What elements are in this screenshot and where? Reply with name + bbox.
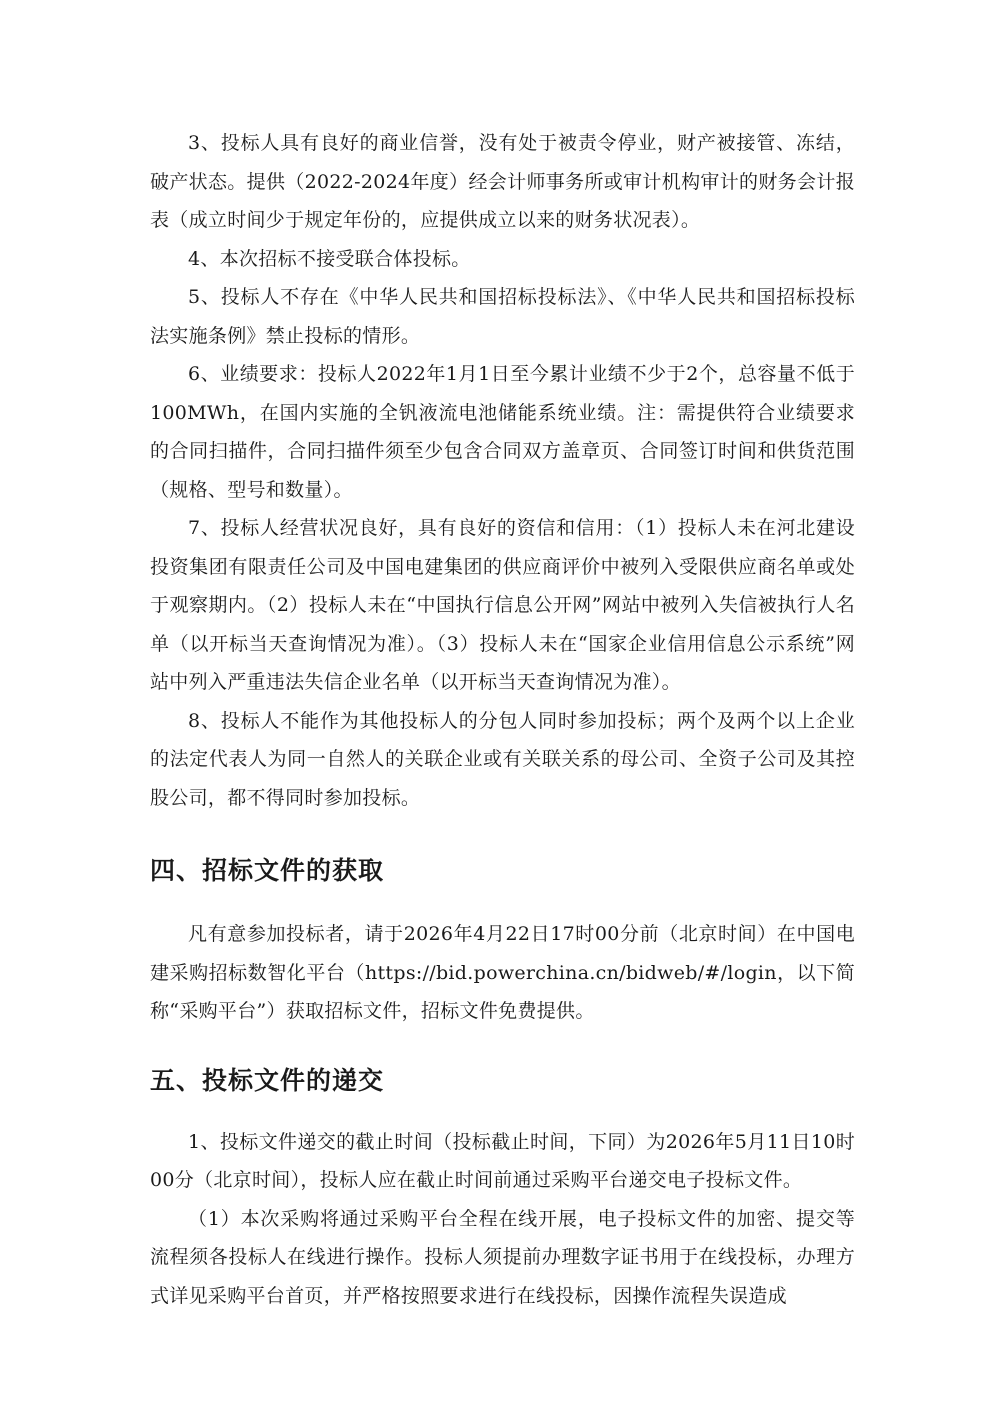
paragraph-item-7: 7、投标人经营状况良好，具有良好的资信和信用：（1）投标人未在河北建设投资集团有限责任公司及中国电建集团的供应商评价中被列入受限供应商名单或处于观察期内。（2）投标人未在“中国执行信息公开网”网站中被列入失信被执行人名单（以开标当天查询情况为准）。（3）投标人未在“国家企业信用信息公示系统”网站中列入严重违法失信企业名单（以开标当天查询情况为准）。 [150,517,855,693]
section-4-body: 凡有意参加投标者，请于2026年4月22日17时00分前（北京时间）在中国电建采购招标数智化平台（https://bid.powerchina.cn/bidweb/#/login，以下简称“采购平台”）获取招标文件，招标文件免费提供。 [150,923,855,1022]
page-content [150,124,855,1315]
paragraph-item-5: 5、投标人不存在《中华人民共和国招标投标法》、《中华人民共和国招标投标法实施条例》禁止投标的情形。 [150,286,855,347]
section-5-heading: 五、投标文件的递交 [150,1065,385,1095]
paragraph-item-8: 8、投标人不能作为其他投标人的分包人同时参加投标；两个及两个以上企业的法定代表人为同一自然人的关联企业或有关联关系的母公司、全资子公司及其控股公司，都不得同时参加投标。 [150,709,855,809]
paragraph-item-3: 3、投标人具有良好的商业信誉，没有处于被责令停业，财产被接管、冻结，破产状态。提供（2022-2024年度）经会计师事务所或审计机构审计的财务会计报表（成立时间少于规定年份的，应提供成立以来的财务状况表）。 [150,132,855,231]
paragraph-item-4: 4、本次招标不接受联合体投标。 [188,247,471,270]
paragraph-item-6: 6、业绩要求：投标人2022年1月1日至今累计业绩不少于2个，总容量不低于100MWh，在国内实施的全钒液流电池储能系统业绩。注：需提供符合业绩要求的合同扫描件，合同扫描件须至少包含合同双方盖章页、合同签订时间和供货范围（规格、型号和数量）。 [150,363,855,501]
section-4-heading: 四、招标文件的获取 [150,856,385,885]
section-5-sub-1: （1）本次采购将通过采购平台全程在线开展，电子投标文件的加密、提交等流程须各投标人在线进行操作。投标人须提前办理数字证书用于在线投标，办理方式详见采购平台首页，并严格按照要求进行在线投标，因操作流程失误造成 [150,1207,855,1307]
section-5-item-1: 1、投标文件递交的截止时间（投标截止时间，下同）为2026年5月11日10时00分（北京时间），投标人应在截止时间前通过采购平台递交电子投标文件。 [150,1130,855,1191]
